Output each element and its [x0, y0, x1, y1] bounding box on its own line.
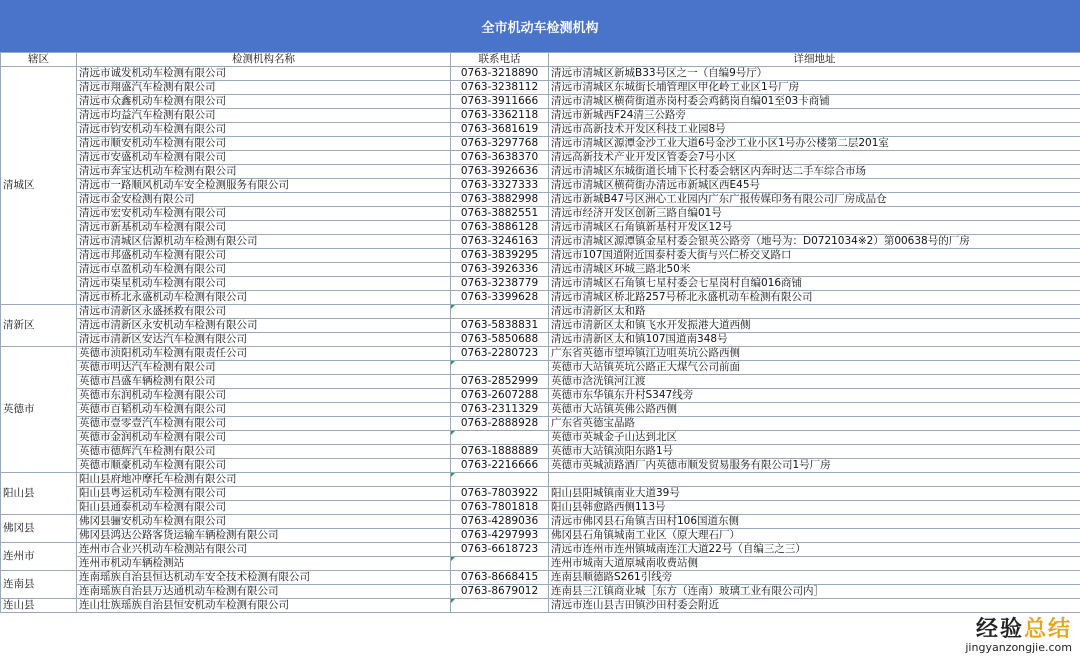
- phone-cell[interactable]: [451, 137, 549, 151]
- name-cell[interactable]: [77, 207, 451, 221]
- name-text: 清远市众鑫机动车检测有限公司: [79, 95, 226, 107]
- table-row: [1, 543, 1080, 557]
- phone-text: 0763-3882551: [460, 207, 539, 219]
- phone-cell[interactable]: [451, 571, 549, 585]
- table-row: [1, 137, 1080, 151]
- phone-cell[interactable]: [451, 67, 549, 81]
- phone-cell[interactable]: [451, 599, 549, 613]
- district-cell[interactable]: 连山县: [1, 599, 77, 613]
- phone-cell[interactable]: [451, 445, 549, 459]
- phone-text: 0763-3238779: [460, 277, 539, 289]
- name-cell[interactable]: [77, 445, 451, 459]
- name-text: 英德市金润机动车检测有限公司: [79, 431, 226, 443]
- table-row: [1, 179, 1080, 193]
- phone-text: 0763-3327333: [460, 179, 539, 191]
- name-text: 清远市奔宝达机动车检测有限公司: [79, 165, 237, 177]
- address-cell[interactable]: 清远市连州市连州镇城南连江大道22号（自编三之三）: [549, 543, 1080, 557]
- phone-text: 0763-3246163: [460, 235, 539, 247]
- phone-cell[interactable]: [451, 347, 549, 361]
- name-cell[interactable]: [77, 235, 451, 249]
- address-cell[interactable]: 清远市高新技术开发区科技工业园8号: [549, 123, 1080, 137]
- name-cell[interactable]: [77, 81, 451, 95]
- name-text: 英德市东润机动车检测有限公司: [79, 389, 226, 401]
- watermark-text-a: 经验: [975, 617, 1024, 642]
- name-text: 清远市清新区安达汽车检测有限公司: [79, 333, 247, 345]
- watermark-url: jingyanzongjie.com: [965, 641, 1072, 654]
- phone-text: 0763-3681619: [460, 123, 539, 135]
- phone-text: 0763-3839295: [460, 249, 539, 261]
- name-cell[interactable]: [77, 263, 451, 277]
- watermark-text-b: 总结: [1023, 617, 1072, 642]
- table-row: [1, 515, 1080, 529]
- name-text: 清远市顺安机动车检测有限公司: [79, 137, 226, 149]
- table-row: [1, 375, 1080, 389]
- phone-cell[interactable]: [451, 291, 549, 305]
- name-cell[interactable]: [77, 375, 451, 389]
- name-cell[interactable]: [77, 389, 451, 403]
- phone-text: 0763-2607288: [460, 389, 539, 401]
- name-text: 清远市新基机动车检测有限公司: [79, 221, 226, 233]
- table-row: [1, 95, 1080, 109]
- name-cell[interactable]: [77, 487, 451, 501]
- table-row: [1, 319, 1080, 333]
- phone-text: 0763-3926636: [460, 165, 539, 177]
- name-text: 英德市昌盛车辆检测有限公司: [79, 375, 216, 387]
- phone-cell[interactable]: [451, 389, 549, 403]
- address-cell[interactable]: 清远市佛冈县石角镇吉田村106国道东侧: [549, 515, 1080, 529]
- table-row: [1, 207, 1080, 221]
- name-text: 清远市翔盛汽车检测有限公司: [79, 81, 216, 93]
- address-cell[interactable]: 清远市清城区新城B33号区之一（自编9号厅）: [549, 67, 1080, 81]
- phone-cell[interactable]: [451, 333, 549, 347]
- comment-marker-icon: [451, 557, 455, 561]
- name-text: 阳山县粤运机动车检测有限公司: [79, 487, 226, 499]
- phone-text: 0763-5850688: [460, 333, 539, 345]
- name-text: 佛冈县骊安机动车检测有限公司: [79, 515, 226, 527]
- name-text: 英德市顺豪机动车检测有限公司: [79, 459, 226, 471]
- phone-cell[interactable]: [451, 249, 549, 263]
- table-row: [1, 585, 1080, 599]
- phone-cell[interactable]: [451, 585, 549, 599]
- table-row: [1, 445, 1080, 459]
- name-cell[interactable]: [77, 459, 451, 473]
- address-cell[interactable]: [549, 473, 1080, 487]
- phone-text: 0763-1888889: [460, 445, 539, 457]
- phone-cell[interactable]: [451, 403, 549, 417]
- table-row: [1, 235, 1080, 249]
- name-text: 清远市清城区信源机动车检测有限公司: [79, 235, 258, 247]
- name-cell[interactable]: [77, 137, 451, 151]
- header-phone: 联系电话: [451, 53, 549, 67]
- table-row: [1, 109, 1080, 123]
- address-cell[interactable]: 英德市浛洸镇河江渡: [549, 375, 1080, 389]
- name-text: 清远市均益汽车检测有限公司: [79, 109, 216, 121]
- header-row: [1, 53, 1080, 67]
- phone-cell[interactable]: [451, 431, 549, 445]
- phone-cell[interactable]: [451, 361, 549, 375]
- address-cell[interactable]: 连南县顺德路S261引线旁: [549, 571, 1080, 585]
- address-cell[interactable]: 清远市新城西F24清三公路旁: [549, 109, 1080, 123]
- phone-text: 0763-3882998: [460, 193, 539, 205]
- name-text: 阳山县府地冲摩托车检测有限公司: [79, 473, 237, 485]
- address-cell[interactable]: 英德市大站镇浈阳东路1号: [549, 445, 1080, 459]
- table-row: [1, 291, 1080, 305]
- name-text: 清远市诚发机动车检测有限公司: [79, 67, 226, 79]
- phone-cell[interactable]: [451, 487, 549, 501]
- name-cell[interactable]: [77, 585, 451, 599]
- name-cell[interactable]: [77, 305, 451, 319]
- address-cell[interactable]: 广东省英德市望埠镇江边咀英坑公路西侧: [549, 347, 1080, 361]
- table-row: [1, 599, 1080, 613]
- phone-cell[interactable]: [451, 81, 549, 95]
- watermark-logo: [965, 618, 1072, 654]
- address-cell[interactable]: 英德市大站镇英佛公路西侧: [549, 403, 1080, 417]
- name-cell[interactable]: [77, 277, 451, 291]
- district-cell[interactable]: 清城区: [1, 67, 77, 305]
- table-row: [1, 249, 1080, 263]
- phone-cell[interactable]: [451, 165, 549, 179]
- name-cell[interactable]: [77, 123, 451, 137]
- name-text: 清远市一路顺风机动车安全检测服务有限公司: [79, 179, 289, 191]
- table-row: [1, 487, 1080, 501]
- phone-cell[interactable]: [451, 207, 549, 221]
- table-row: [1, 557, 1080, 571]
- phone-cell[interactable]: [451, 151, 549, 165]
- address-cell[interactable]: 英德市英城金子山达到北区: [549, 431, 1080, 445]
- address-cell[interactable]: 清远市清城区横荷街道赤岗村委会鸡鹤岗自编01至03卡商铺: [549, 95, 1080, 109]
- table-row: [1, 165, 1080, 179]
- name-text: 连州市机动车辆检测站: [79, 557, 184, 569]
- address-cell[interactable]: 清远高新技术产业开发区管委会7号小区: [549, 151, 1080, 165]
- address-cell[interactable]: 阳山县阳城镇南业大道39号: [549, 487, 1080, 501]
- phone-cell[interactable]: [451, 529, 549, 543]
- name-text: 英德市浈阳机动车检测有限责任公司: [79, 347, 247, 359]
- phone-text: 0763-3362118: [460, 109, 539, 121]
- name-cell[interactable]: [77, 179, 451, 193]
- name-cell[interactable]: [77, 291, 451, 305]
- table-row: [1, 277, 1080, 291]
- phone-text: 0763-3638370: [460, 151, 539, 163]
- name-cell[interactable]: [77, 417, 451, 431]
- table-row: [1, 473, 1080, 487]
- address-cell[interactable]: 阳山县韩愈路西侧113号: [549, 501, 1080, 515]
- name-cell[interactable]: [77, 473, 451, 487]
- name-text: 清远市清新区永盛拯救有限公司: [79, 305, 226, 317]
- phone-text: 0763-7803922: [460, 487, 539, 499]
- phone-text: 0763-5838831: [460, 319, 539, 331]
- comment-marker-icon: [451, 305, 455, 309]
- table-row: [1, 305, 1080, 319]
- name-cell[interactable]: [77, 109, 451, 123]
- table-row: [1, 263, 1080, 277]
- district-cell[interactable]: 连南县: [1, 571, 77, 599]
- header-name: 检测机构名称: [77, 53, 451, 67]
- address-cell[interactable]: 连南县三江镇商业城［东方（连南）玻璃工业有限公司内］: [549, 585, 1080, 599]
- phone-cell[interactable]: [451, 95, 549, 109]
- name-text: 连南瑶族自治县恒达机动车安全技术检测有限公司: [79, 571, 310, 583]
- address-cell[interactable]: 清远市清城区环城三路北50米: [549, 263, 1080, 277]
- phone-cell[interactable]: [451, 277, 549, 291]
- table-row: [1, 571, 1080, 585]
- table-row: [1, 529, 1080, 543]
- phone-cell[interactable]: [451, 417, 549, 431]
- phone-cell[interactable]: [451, 221, 549, 235]
- table-row: [1, 333, 1080, 347]
- phone-text: 0763-2216666: [460, 459, 539, 471]
- table-row: [1, 431, 1080, 445]
- name-cell[interactable]: [77, 515, 451, 529]
- phone-cell[interactable]: [451, 263, 549, 277]
- address-cell[interactable]: 英德市大站镇英坑公路正大煤气公司前面: [549, 361, 1080, 375]
- phone-cell[interactable]: [451, 305, 549, 319]
- name-cell[interactable]: [77, 319, 451, 333]
- phone-cell[interactable]: [451, 123, 549, 137]
- phone-text: 0763-3911666: [460, 95, 539, 107]
- name-text: 清远市卓盈机动车检测有限公司: [79, 263, 226, 275]
- phone-cell[interactable]: [451, 235, 549, 249]
- phone-cell[interactable]: [451, 375, 549, 389]
- name-text: 清远市宏安机动车检测有限公司: [79, 207, 226, 219]
- address-cell[interactable]: 英德市英城浈路酒厂内英德市顺发贸易服务有限公司1号厂房: [549, 459, 1080, 473]
- phone-cell[interactable]: [451, 543, 549, 557]
- table-row: [1, 67, 1080, 81]
- name-cell[interactable]: [77, 151, 451, 165]
- name-cell[interactable]: [77, 403, 451, 417]
- name-cell[interactable]: [77, 361, 451, 375]
- comment-marker-icon: [451, 431, 455, 435]
- name-cell[interactable]: [77, 571, 451, 585]
- table-body: [1, 67, 1080, 613]
- phone-text: 0763-2888928: [460, 417, 539, 429]
- phone-text: 0763-3297768: [460, 137, 539, 149]
- address-cell[interactable]: 清远市清城区东城街道长埔下长村委会辖区内奔时达二手车综合市场: [549, 165, 1080, 179]
- name-cell[interactable]: [77, 501, 451, 515]
- phone-cell[interactable]: [451, 179, 549, 193]
- name-cell[interactable]: [77, 347, 451, 361]
- phone-text: 0763-2852999: [460, 375, 539, 387]
- phone-text: 0763-6618723: [460, 543, 539, 555]
- name-text: 清远市邦盛机动车检测有限公司: [79, 249, 226, 261]
- address-cell[interactable]: 清远市清新区太和路: [549, 305, 1080, 319]
- name-cell[interactable]: [77, 165, 451, 179]
- phone-text: 0763-2311329: [460, 403, 539, 415]
- address-cell[interactable]: 清远市经济开发区创新三路自编01号: [549, 207, 1080, 221]
- address-cell[interactable]: 清远市清新区太和镇飞水开发振港大道西侧: [549, 319, 1080, 333]
- name-text: 连州市合业兴机动车检测站有限公司: [79, 543, 247, 555]
- address-cell[interactable]: 清远市107国道附近国泰村委大街与兴仁桥交叉路口: [549, 249, 1080, 263]
- phone-text: 0763-2280723: [460, 347, 539, 359]
- address-cell[interactable]: 清远市清城区东城街长埔管理区甲化岭工业区1号厂房: [549, 81, 1080, 95]
- address-cell[interactable]: 清远市新城B47号区洲心工业园内广东广报传媒印务有限公司厂房成品仓: [549, 193, 1080, 207]
- name-text: 英德市明达汽车检测有限公司: [79, 361, 216, 373]
- phone-text: 0763-3926336: [460, 263, 539, 275]
- address-cell[interactable]: 清远市清城区石角镇新基村开发区12号: [549, 221, 1080, 235]
- address-cell[interactable]: 清远市清城区石角镇七星村委会七星岗村自编016商铺: [549, 277, 1080, 291]
- name-cell[interactable]: [77, 333, 451, 347]
- name-text: 清远市钧安机动车检测有限公司: [79, 123, 226, 135]
- phone-cell[interactable]: [451, 459, 549, 473]
- address-cell[interactable]: 清远市连山县吉田镇沙田村委会附近: [549, 599, 1080, 613]
- name-cell[interactable]: [77, 543, 451, 557]
- phone-cell[interactable]: [451, 557, 549, 571]
- name-cell[interactable]: [77, 95, 451, 109]
- table-row: [1, 501, 1080, 515]
- district-cell[interactable]: 清新区: [1, 305, 77, 347]
- table-row: [1, 347, 1080, 361]
- phone-cell[interactable]: [451, 109, 549, 123]
- table-row: [1, 193, 1080, 207]
- watermark-title: [965, 618, 1072, 642]
- name-cell[interactable]: [77, 557, 451, 571]
- address-cell[interactable]: 英德市东华镇东升村S347线旁: [549, 389, 1080, 403]
- comment-marker-icon: [451, 361, 455, 365]
- comment-marker-icon: [451, 473, 455, 477]
- address-cell[interactable]: 清远市清城区源潭金沙工业大道6号金沙工业小区1号办公楼第二层201室: [549, 137, 1080, 151]
- name-text: 清远市金安检测有限公司: [79, 193, 195, 205]
- header-district: 辖区: [1, 53, 77, 67]
- header-address: 详细地址: [549, 53, 1080, 67]
- phone-cell[interactable]: [451, 193, 549, 207]
- address-cell[interactable]: 清远市清城区横荷街办清远市新城区西E45号: [549, 179, 1080, 193]
- phone-cell[interactable]: [451, 515, 549, 529]
- phone-text: 0763-7801818: [460, 501, 539, 513]
- table-row: [1, 81, 1080, 95]
- table-row: [1, 459, 1080, 473]
- table-row: [1, 389, 1080, 403]
- district-cell[interactable]: 阳山县: [1, 473, 77, 515]
- name-text: 佛冈县鸿达公路客货运输车辆检测有限公司: [79, 529, 279, 541]
- table-row: [1, 361, 1080, 375]
- table-row: [1, 151, 1080, 165]
- name-cell[interactable]: [77, 599, 451, 613]
- table-row: [1, 417, 1080, 431]
- name-text: 阳山县通泰机动车检测有限公司: [79, 501, 226, 513]
- address-cell[interactable]: 清远市清城区源潭镇金星村委会银英公路旁（地号为：D0721034※2）第00638号的厂房: [549, 235, 1080, 249]
- table-row: [1, 403, 1080, 417]
- name-cell[interactable]: [77, 221, 451, 235]
- comment-marker-icon: [451, 599, 455, 603]
- table-row: [1, 221, 1080, 235]
- address-cell[interactable]: 佛冈县石角镇城南工业区（原大理石厂）: [549, 529, 1080, 543]
- name-text: 英德市百韬机动车检测有限公司: [79, 403, 226, 415]
- name-text: 清远市桥北永盛机动车检测有限公司: [79, 291, 247, 303]
- phone-cell[interactable]: [451, 319, 549, 333]
- name-cell[interactable]: [77, 431, 451, 445]
- phone-text: 0763-8668415: [460, 571, 539, 583]
- phone-cell[interactable]: [451, 501, 549, 515]
- address-cell[interactable]: 广东省英德宝晶路: [549, 417, 1080, 431]
- district-cell[interactable]: 连州市: [1, 543, 77, 571]
- phone-cell[interactable]: [451, 473, 549, 487]
- phone-text: 0763-4289036: [460, 515, 539, 527]
- name-text: 连山壮族瑶族自治县恒安机动车检测有限公司: [79, 599, 289, 611]
- name-text: 清远市安盛机动车检测有限公司: [79, 151, 226, 163]
- table-row: [1, 123, 1080, 137]
- phone-text: 0763-3886128: [460, 221, 539, 233]
- phone-text: 0763-3238112: [460, 81, 539, 93]
- phone-text: 0763-8679012: [460, 585, 539, 597]
- phone-text: 0763-3218890: [460, 67, 539, 79]
- district-cell[interactable]: 佛冈县: [1, 515, 77, 543]
- name-cell[interactable]: [77, 193, 451, 207]
- name-text: 连南瑶族自治县万达通机动车检测有限公司: [79, 585, 279, 597]
- table-title: 全市机动车检测机构: [0, 0, 1080, 52]
- name-text: 清远市清新区永安机动车检测有限公司: [79, 319, 258, 331]
- name-text: 清远市柒星机动车检测有限公司: [79, 277, 226, 289]
- phone-text: 0763-3399628: [460, 291, 539, 303]
- address-cell[interactable]: 清远市清新区太和镇107国道南348号: [549, 333, 1080, 347]
- name-text: 英德市壹零壹汽车检测有限公司: [79, 417, 226, 429]
- name-cell[interactable]: [77, 249, 451, 263]
- name-text: 英德市德辉汽车检测有限公司: [79, 445, 216, 457]
- district-cell[interactable]: 英德市: [1, 347, 77, 473]
- phone-text: 0763-4297993: [460, 529, 539, 541]
- address-cell[interactable]: 清远市清城区桥北路257号桥北永盛机动车检测有限公司: [549, 291, 1080, 305]
- inspection-table: [0, 52, 1080, 613]
- name-cell[interactable]: [77, 67, 451, 81]
- name-cell[interactable]: [77, 529, 451, 543]
- address-cell[interactable]: 连州市城南大道原城南收费站侧: [549, 557, 1080, 571]
